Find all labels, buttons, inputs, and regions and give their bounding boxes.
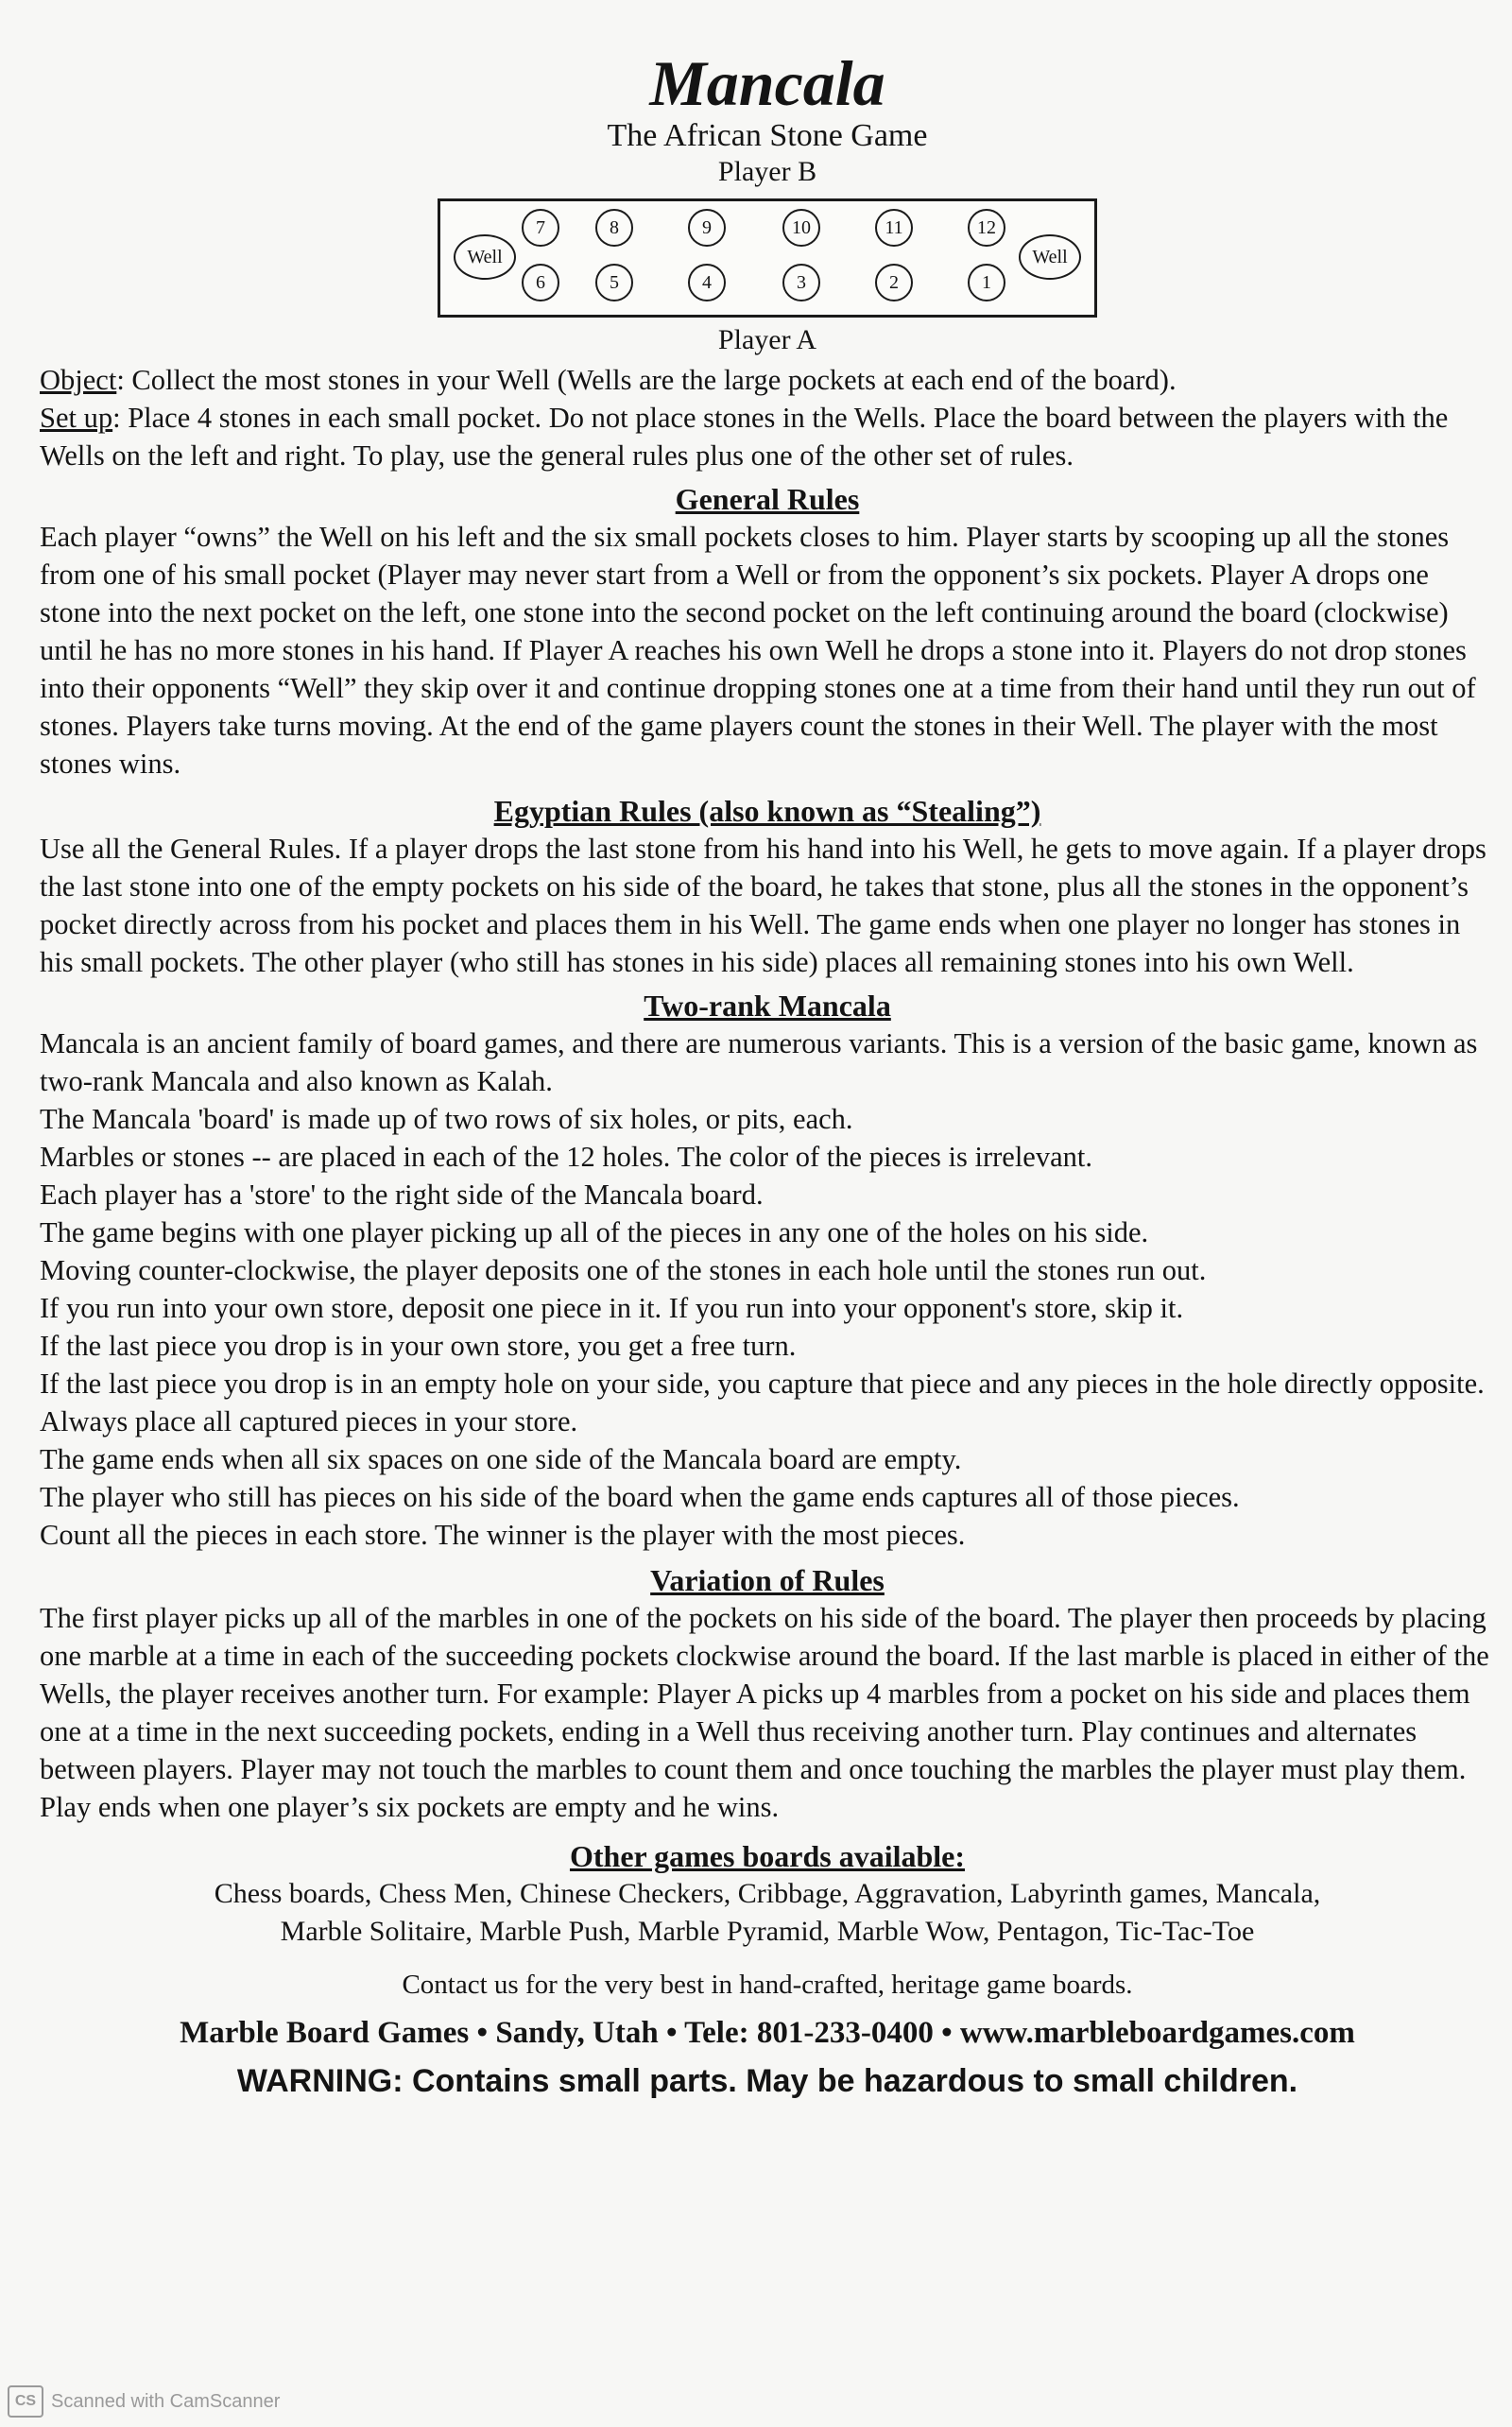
general-rules-heading: General Rules <box>675 482 860 516</box>
two-rank-line: Always place all captured pieces in your store. <box>40 1405 578 1437</box>
other-games-line-2: Marble Solitaire, Marble Push, Marble Pyramid, Marble Wow, Pentagon, Tic-Tac-Toe <box>280 1916 1255 1947</box>
mancala-board-diagram <box>438 198 1097 318</box>
setup-paragraph <box>40 399 1495 474</box>
pocket-7: 7 <box>522 209 559 247</box>
variation-heading: Variation of Rules <box>650 1563 885 1597</box>
two-rank-line: If the last piece you drop is in your own store, you get a free turn. <box>40 1330 797 1362</box>
two-rank-line: The Mancala 'board' is made up of two rows of six holes, or pits, each. <box>40 1103 853 1135</box>
contact-line: Contact us for the very best in hand-crafted, heritage game boards. <box>402 1970 1133 2000</box>
object-paragraph <box>40 361 1495 399</box>
rules-page <box>40 49 1495 2102</box>
page-subtitle: The African Stone Game <box>607 118 928 153</box>
scanner-text: Scanned with CamScanner <box>51 2390 281 2412</box>
object-text: : Collect the most stones in your Well (Wells are the large pockets at each end of the board). <box>116 364 1177 396</box>
two-rank-line: If you run into your own store, deposit one piece in it. If you run into your opponent's store, skip it. <box>40 1292 1184 1324</box>
company-line: Marble Board Games • Sandy, Utah • Tele: 801-233-0400 • www.marbleboardgames.com <box>180 2016 1355 2050</box>
egyptian-rules-text: Use all the General Rules. If a player drops the last stone from his hand into his Well, he gets to move again. If a player drops the last stone into one of the empty pockets on his side of the board, he takes that stone, plus all the stones in the opponent’s pocket directly across from his pocket and places them in his Well. The game ends when one player no longer has stones in his small pockets. The other player (who still has stones in his side) places all remaining stones into his own Well. <box>40 833 1486 978</box>
other-games-line-1: Chess boards, Chess Men, Chinese Checkers, Cribbage, Aggravation, Labyrinth games, Mancala, <box>214 1878 1321 1909</box>
page-title: Mancala <box>649 47 885 119</box>
two-rank-heading: Two-rank Mancala <box>644 989 891 1023</box>
camscanner-logo-icon: CS <box>8 2385 43 2418</box>
pocket-10: 10 <box>782 209 820 247</box>
scanner-watermark <box>8 2385 280 2418</box>
two-rank-rules-list <box>40 1024 1495 1554</box>
player-b-label: Player B <box>717 156 817 187</box>
pocket-11: 11 <box>875 209 913 247</box>
pocket-8: 8 <box>595 209 633 247</box>
setup-label: Set up <box>40 402 113 434</box>
pocket-9: 9 <box>688 209 726 247</box>
pocket-2: 2 <box>875 264 913 301</box>
well-right: Well <box>1019 234 1081 280</box>
other-games-heading: Other games boards available: <box>569 1839 966 1873</box>
pocket-12: 12 <box>968 209 1005 247</box>
two-rank-line: Mancala is an ancient family of board games, and there are numerous variants. This is a version of the basic game, known as two-rank Mancala and also known as Kalah. <box>40 1027 1478 1097</box>
two-rank-line: Moving counter-clockwise, the player deposits one of the stones in each hole until the stones run out. <box>40 1254 1207 1286</box>
pocket-1: 1 <box>968 264 1005 301</box>
variation-text: The first player picks up all of the marbles in one of the pockets on his side of the board. The player then proceeds by placing one marble at a time in each of the succeeding pockets clockwise around the board. If the last marble is placed in either of the Wells, the player receives another turn. For example: Player A picks up 4 marbles from a pocket on his side and places them one at a time in the next succeeding pockets, ending in a Well thus receiving another turn. Play continues and alternates between players. Player may not touch the marbles to count them and once touching the marbles the player must play them. Play ends when one player’s six pockets are empty and he wins. <box>40 1602 1489 1823</box>
player-a-label: Player A <box>717 324 817 355</box>
two-rank-line: If the last piece you drop is in an empty hole on your side, you capture that piece and any pieces in the hole directly opposite. <box>40 1368 1485 1400</box>
two-rank-line: Each player has a 'store' to the right side of the Mancala board. <box>40 1179 764 1211</box>
egyptian-rules-heading: Egyptian Rules (also known as “Stealing”) <box>493 794 1041 828</box>
two-rank-line: Marbles or stones -- are placed in each of the 12 holes. The color of the pieces is irrelevant. <box>40 1141 1092 1173</box>
general-rules-text: Each player “owns” the Well on his left and the six small pockets closes to him. Player starts by scooping up all the stones from one of his small pocket (Player may never start from a Well or from the opponent’s six pockets. Player A drops one stone into the next pocket on the left, one stone into the second pocket on the left continuing around the board (clockwise) until he has no more stones in his hand. If Player A reaches his own Well he drops a stone into it. Players do not drop stones into their opponents “Well” they skip over it and continue dropping stones one at a time from their hand until they run out of stones. Players take turns moving. At the end of the game players count the stones in their Well. The player with the most stones wins. <box>40 521 1476 780</box>
well-left: Well <box>454 234 516 280</box>
two-rank-line: The game ends when all six spaces on one side of the Mancala board are empty. <box>40 1443 962 1475</box>
setup-text: : Place 4 stones in each small pocket. Do not place stones in the Wells. Place the board between the players with the Wells on the left and right. To play, use the general rules plus one of the other set of rules. <box>40 402 1449 472</box>
pocket-6: 6 <box>522 264 559 301</box>
warning-line: WARNING: Contains small parts. May be hazardous to small children. <box>236 2063 1298 2099</box>
object-label: Object <box>40 364 117 396</box>
two-rank-line: The player who still has pieces on his side of the board when the game ends captures all of those pieces. <box>40 1481 1240 1513</box>
pocket-3: 3 <box>782 264 820 301</box>
pocket-5: 5 <box>595 264 633 301</box>
two-rank-line: The game begins with one player picking up all of the pieces in any one of the holes on his side. <box>40 1216 1149 1248</box>
pocket-4: 4 <box>688 264 726 301</box>
two-rank-line: Count all the pieces in each store. The winner is the player with the most pieces. <box>40 1519 966 1551</box>
